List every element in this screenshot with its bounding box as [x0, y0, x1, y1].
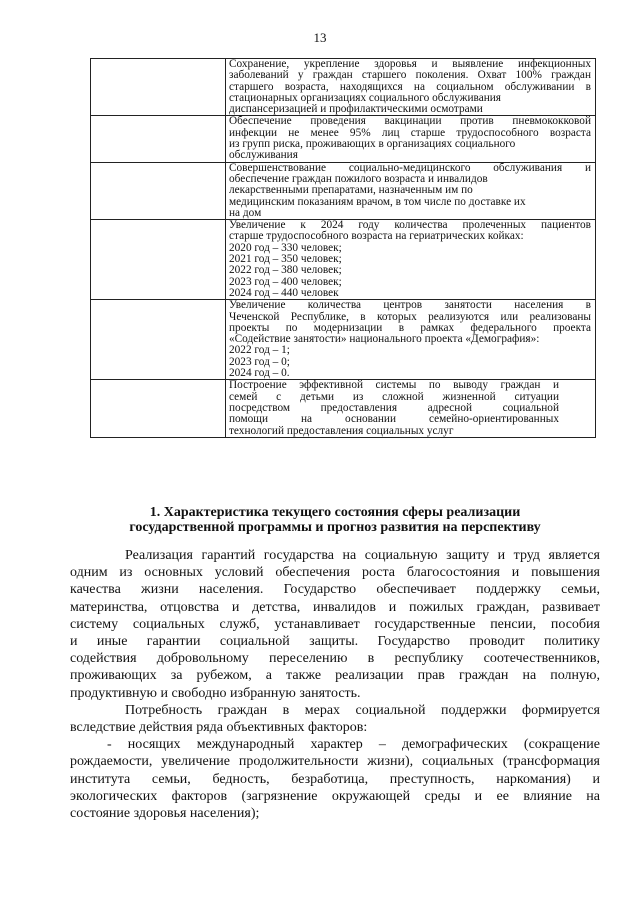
cell-line: 2023 год – 400 человек;: [229, 275, 342, 288]
paragraph-line: продуктивную и свободно избранную занятость.: [70, 685, 361, 701]
empty-left-cell: [91, 162, 226, 219]
empty-left-cell: [91, 380, 226, 437]
cell-line: 2021 год – 350 человек;: [229, 253, 342, 266]
empty-left-cell: [91, 220, 226, 300]
cell-line: обеспечение граждан пожилого возраста и инвалидов: [229, 172, 488, 185]
paragraph-line: качества жизни населения. Государство обеспечивает поддержку семьи,: [70, 582, 600, 598]
cell-line: диспансеризацией и профилактическими осмотрами: [229, 103, 483, 116]
paragraph: [70, 736, 600, 822]
cell-line: Обеспечение проведения вакцинации против пневмококковой: [229, 115, 591, 128]
cell-line: 2024 год – 0.: [229, 367, 290, 380]
paragraph-line: одним из основных условий обеспечения роста благосостояния и повышения: [70, 565, 600, 581]
cell-line: 2022 год – 380 человек;: [229, 264, 342, 277]
empty-left-cell: [91, 59, 226, 116]
section-title-line: 1. Характеристика текущего состояния сферы реализации: [149, 505, 521, 520]
table-row: [91, 220, 596, 300]
paragraph-line: Потребность граждан в мерах социальной поддержки формируется: [125, 702, 600, 718]
cell-line: старшего возраста, находящихся на социальном обслуживании в: [229, 80, 591, 93]
cell-line: 2020 год – 330 человек;: [229, 241, 342, 254]
empty-left-cell: [91, 300, 226, 380]
cell-line: технологий предоставления социальных услуг: [229, 424, 454, 437]
goal-cell: [226, 220, 596, 300]
section-body: [70, 505, 600, 822]
paragraph-line: экологических факторов (загрязнение окружающей среды и ее влияние на: [70, 788, 600, 804]
cell-line: инфекции не менее 95% лиц старше трудоспособного возраста: [229, 126, 591, 139]
cell-line: старше трудоспособного возраста на гериатрических койках:: [229, 230, 524, 243]
paragraph: [70, 702, 600, 736]
table-row: [91, 300, 596, 380]
cell-line: стационарных организациях социального обслуживания: [229, 91, 501, 104]
paragraph-line: и иные гарантии социальной защиты. Государство проводит политику: [70, 634, 600, 650]
cell-line: 2022 год – 1;: [229, 344, 290, 357]
paragraph-line: содействия добровольному переселению в республику соотечественников,: [70, 651, 600, 667]
goal-cell: [226, 300, 596, 380]
table-row: [91, 59, 596, 116]
cell-line: посредством предоставления адресной социальной: [229, 401, 559, 414]
cell-line: обслуживания: [229, 149, 298, 162]
cell-line: 2024 год – 440 человек: [229, 286, 339, 299]
section-title: [70, 505, 600, 535]
goal-cell: [226, 116, 596, 162]
cell-line: Увеличение количества центров занятости населения в: [229, 299, 591, 312]
paragraph-line: Реализация гарантий государства на социальную защиту и труд является: [125, 548, 600, 563]
cell-line: Совершенствование социально-медицинского обслуживания и: [229, 161, 591, 174]
cell-line: Построение эффективной системы по выводу граждан и: [229, 379, 559, 392]
cell-line: из групп риска, проживающих в организациях социального: [229, 138, 516, 151]
cell-line: Увеличение к 2024 году количества пролеченных пациентов: [229, 219, 591, 232]
cell-line: Сохранение, укрепление здоровья и выявление инфекционных: [229, 58, 591, 70]
paragraph-line: материнства, отцовства и детства, инвалидов и пожилых граждан, развивает: [70, 599, 600, 615]
paragraph-line: рождаемости, увеличение продолжительности жизни), социальных (трансформация: [70, 754, 600, 770]
goals-table: [90, 58, 596, 438]
paragraph-line: состояние здоровья населения);: [70, 806, 260, 822]
section-title-line: государственной программы и прогноз развития на перспективу: [129, 520, 541, 535]
cell-line: лекарственными препаратами, назначенным им по: [229, 184, 473, 197]
cell-line: проекты по модернизации в рамках федерального проекта: [229, 321, 591, 334]
empty-left-cell: [91, 116, 226, 162]
table-row: [91, 116, 596, 162]
paragraph-line: систему социальных служб, устанавливает государственные пенсии, пособия: [70, 616, 600, 632]
paragraph-line: вследствие действия ряда объективных факторов:: [70, 720, 368, 736]
goal-cell: [226, 380, 596, 437]
table-row: [91, 380, 596, 437]
goal-cell: [226, 162, 596, 219]
cell-line: семей с детьми из сложной жизненной ситуации: [229, 390, 559, 403]
goal-cell: [226, 59, 596, 116]
cell-line: заболеваний у граждан старшего поколения. Охват 100% граждан: [229, 69, 591, 82]
paragraph-line: проживающих за рубежом, а также реализации прав граждан на полную,: [70, 668, 600, 684]
cell-line: на дом: [229, 206, 262, 219]
cell-line: «Содействие занятости» национального проекта «Демография»:: [229, 333, 540, 346]
page-number: 13: [313, 30, 327, 45]
paragraph-line: института семьи, бедность, безработица, преступность, наркомания) и: [70, 771, 600, 787]
cell-line: 2023 год – 0;: [229, 355, 290, 368]
cell-line: медицинским показаниям врачом, в том числе по доставке их: [229, 195, 526, 208]
cell-line: помощи на основании семейно-ориентированных: [229, 413, 559, 426]
table-row: [91, 162, 596, 219]
paragraph-line: - носящих международный характер – демографических (сокращение: [107, 737, 600, 753]
paragraph: [70, 547, 600, 702]
cell-line: Чеченской Республике, в которых реализуются или реализованы: [229, 310, 591, 323]
